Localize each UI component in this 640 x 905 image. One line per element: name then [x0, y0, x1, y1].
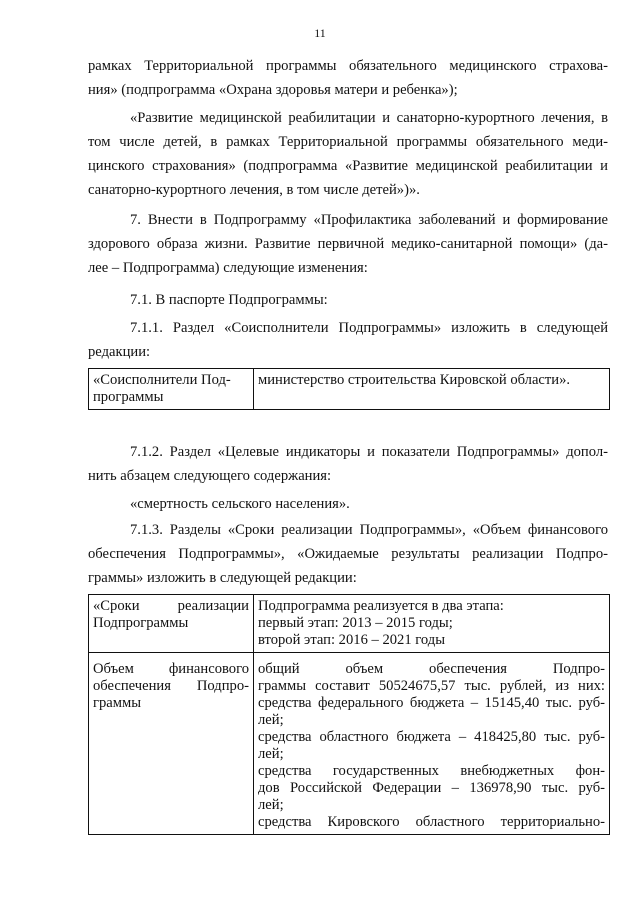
table-cell-label: «Сроки реализации Подпрограммы	[89, 595, 254, 653]
paragraph-2	[88, 106, 608, 202]
text-line: рамках Территориальной программы обязательного медицинского страхова-	[88, 58, 608, 74]
paragraph-3	[88, 208, 608, 280]
text-line: 7.1. В паспорте Подпрограммы:	[130, 292, 328, 308]
paragraph-6	[88, 440, 608, 488]
text-line: 7.1.3. Разделы «Сроки реализации Подпрограммы», «Объем финансового	[130, 522, 608, 538]
page-number: 11	[314, 26, 326, 40]
text-line: обеспечения Подпрограммы», «Ожидаемые результаты реализации Подпро-	[88, 546, 608, 562]
table-row	[89, 369, 610, 410]
paragraph-7	[88, 492, 608, 516]
text-line: редакции:	[88, 344, 151, 360]
text-line: цинского страхования» (подпрограмма «Развитие медицинской реабилитации и	[88, 158, 608, 174]
text-line: граммы» изложить в следующей редакции:	[88, 570, 357, 586]
table-passport-sections	[88, 594, 610, 835]
text-line: санаторно-курортного лечения, в том числе детей»)».	[88, 182, 420, 198]
text-line: том числе детей, в рамках Территориальной программы обязательного меди-	[88, 134, 608, 150]
text-line: 7. Внести в Подпрограмму «Профилактика заболеваний и формирование	[130, 212, 608, 228]
text-line: «Развитие медицинской реабилитации и санаторно-курортного лечения, в	[130, 110, 608, 126]
paragraph-8	[88, 518, 608, 590]
text-line: 7.1.2. Раздел «Целевые индикаторы и показатели Подпрограммы» допол-	[130, 444, 608, 460]
text-line: нить абзацем следующего содержания:	[88, 468, 332, 484]
table-row	[89, 653, 610, 835]
text-line: лее – Подпрограмма) следующие изменения:	[88, 260, 368, 276]
text-line: «смертность сельского населения».	[130, 496, 350, 512]
table-cell-value: Подпрограмма реализуется в два этапа: первый этап: 2013 – 2015 годы; второй этап: 2016 – 2021 годы	[254, 595, 610, 653]
paragraph-4	[88, 288, 608, 312]
paragraph-5	[88, 316, 608, 364]
text-line: здорового образа жизни. Развитие первичной медико-санитарной помощи» (да-	[88, 236, 608, 252]
text-line: ния» (подпрограмма «Охрана здоровья матери и ребенка»);	[88, 82, 458, 98]
table-cell-value: министерство строительства Кировской области».	[254, 369, 610, 410]
table-cell-label: «Соисполнители Под- программы	[89, 369, 254, 410]
table-coexecutors	[88, 368, 610, 410]
paragraph-1	[88, 54, 608, 102]
text-line: 7.1.1. Раздел «Соисполнители Подпрограммы» изложить в следующей	[130, 320, 608, 336]
table-row	[89, 595, 610, 653]
table-cell-label: Объем финансового обеспечения Подпро- граммы	[89, 653, 254, 835]
table-cell-value: общий объем обеспечения Подпро- граммы составит 50524675,57 тыс. рублей, из них: средства федерального бюджета – 15145,40 тыс. руб- лей; средства областного бюджета – 418425,80 тыс. руб- лей; средства государственных внебюджетных фон- дов Российской Федерации – 136978,90 тыс. руб- лей; средства Кировского областного территориально-	[254, 653, 610, 835]
